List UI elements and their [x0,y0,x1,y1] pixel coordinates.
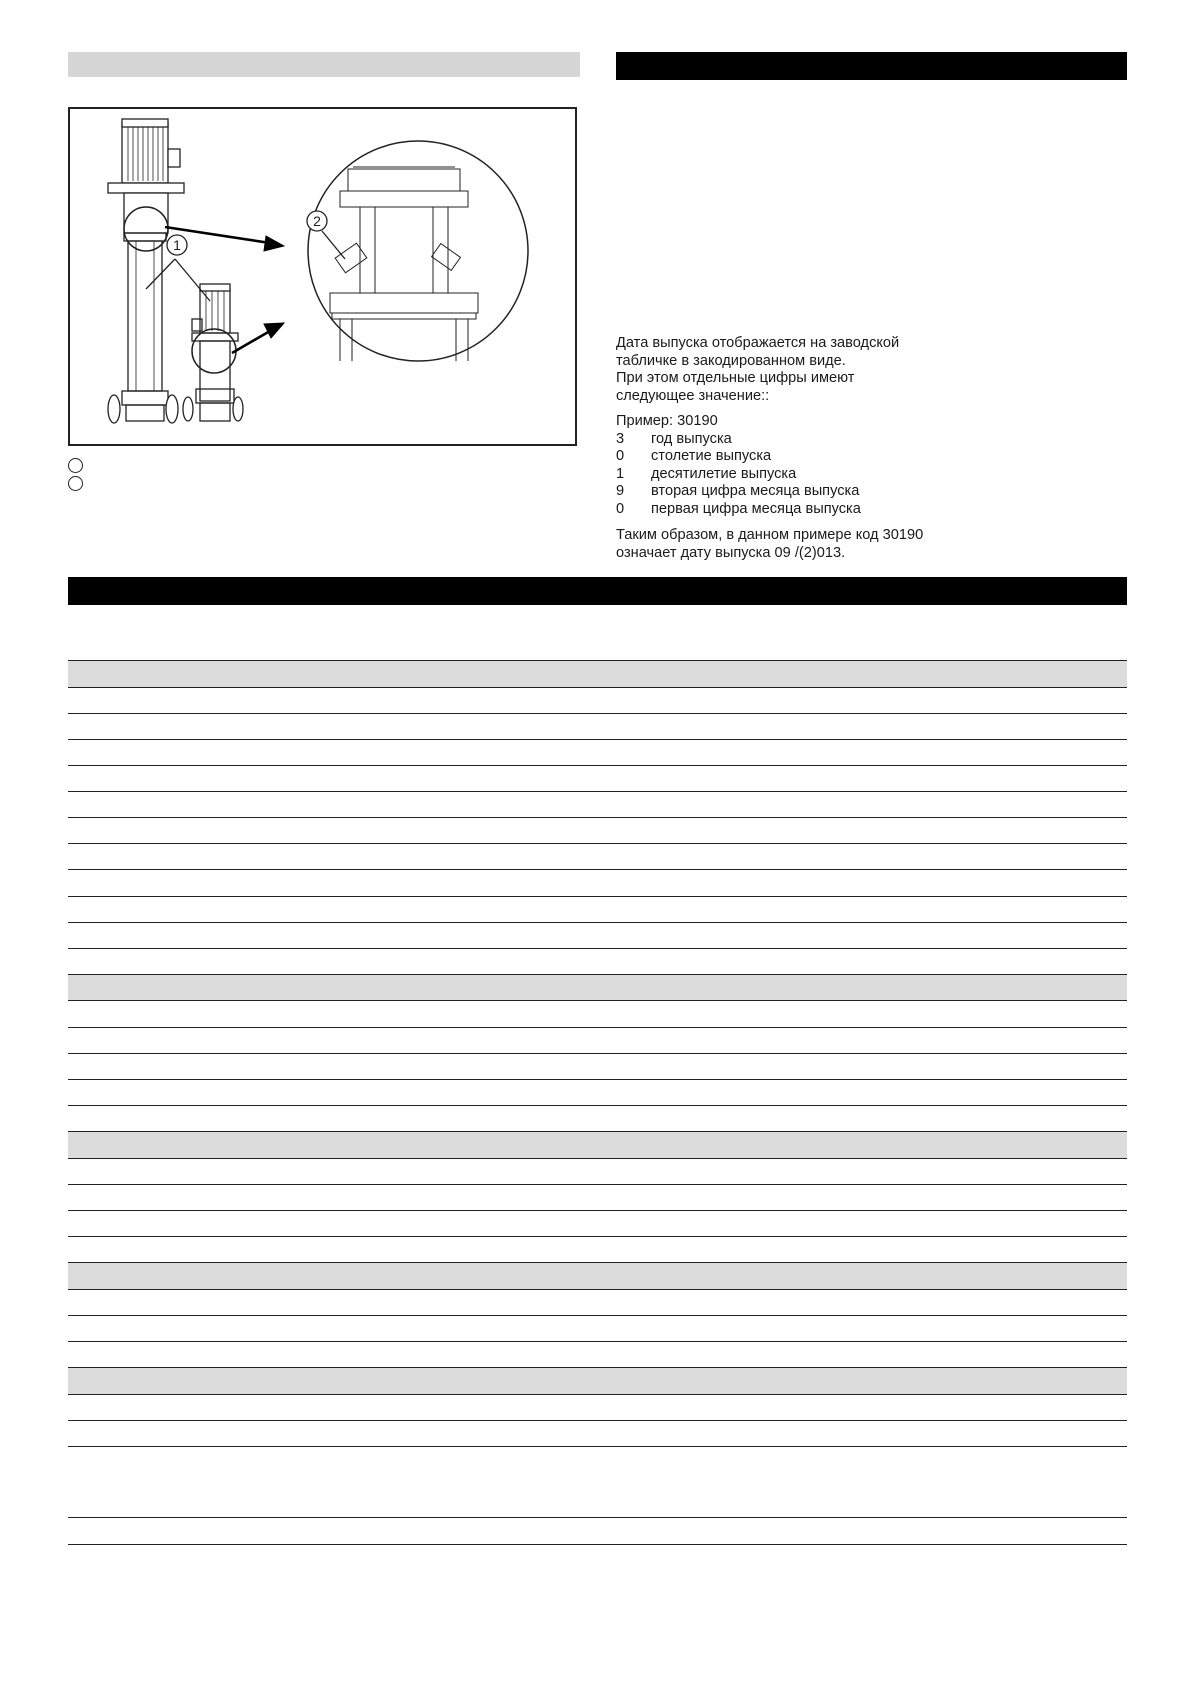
table-row [68,1316,1127,1342]
legend-item-1 [68,456,83,474]
digit: 0 [616,448,625,464]
intro-line-4: следующее значение:: [616,387,770,404]
digit-meaning: столетие выпуска [651,448,772,464]
table-row [68,1518,1127,1545]
callout-1-label: 1 [173,237,181,253]
digit-meaning: вторая цифра месяца выпуска [651,483,860,499]
intro-line-3: При этом отдельные цифры имеют [616,370,855,386]
table-section-row [68,975,1127,1001]
example-label: Пример: 30190 [616,413,718,429]
table-row [68,766,1127,792]
table-row [68,792,1127,818]
table-row [68,1342,1127,1368]
table-section-row [68,661,1127,688]
spec-table [68,608,1127,1545]
conclusion-line-2: означает дату выпуска 09 /(2)013. [616,544,846,561]
table-row [68,818,1127,844]
table-section-row [68,1263,1127,1290]
digit-row [616,501,923,519]
digit: 9 [616,483,625,499]
digit: 1 [616,465,625,482]
left-section-header-bar [68,52,580,77]
table-row [68,949,1127,975]
table-row [68,1159,1127,1185]
table-row [68,1395,1127,1421]
callout-2-label: 2 [313,213,321,229]
table-row [68,740,1127,766]
table-row [68,1054,1127,1080]
table-row [68,1080,1127,1106]
table-row [68,844,1127,870]
date-code-explanation [616,335,923,562]
table-row [68,1237,1127,1263]
table-row [68,870,1127,897]
digit-row [616,448,923,466]
pump-illustration [70,109,579,448]
digit-meaning: год выпуска [651,430,732,447]
table-row [68,1185,1127,1211]
digit-meaning-list [616,431,923,519]
pump-figure [68,107,577,446]
digit: 0 [616,500,625,517]
table-section-row [68,1132,1127,1159]
digit-row [616,466,923,484]
legend-circle-2 [68,476,83,491]
table-section-row [68,1368,1127,1395]
digit-meaning: первая цифра месяца выпуска [651,500,861,517]
table-row [68,897,1127,923]
table-row [68,1001,1127,1028]
table-row [68,1028,1127,1054]
table-row [68,1447,1127,1518]
table-row [68,1421,1127,1447]
intro-line-1: Дата выпуска отображается на заводской [616,335,900,351]
table-row [68,1211,1127,1237]
digit-row [616,431,923,449]
table-row [68,1290,1127,1316]
table-row [68,688,1127,714]
table-row [68,608,1127,661]
conclusion-line-1: Таким образом, в данном примере код 30190 [616,527,924,543]
digit-row [616,483,923,501]
table-row [68,923,1127,949]
legend-circle-1 [68,458,83,473]
table-row [68,1106,1127,1132]
right-section-header-bar [616,52,1127,80]
table-section-header-bar [68,577,1127,605]
intro-line-2: табличке в закодированном виде. [616,352,846,369]
digit: 3 [616,430,625,447]
digit-meaning: десятилетие выпуска [651,465,797,482]
legend-item-2 [68,474,83,492]
table-row [68,714,1127,740]
